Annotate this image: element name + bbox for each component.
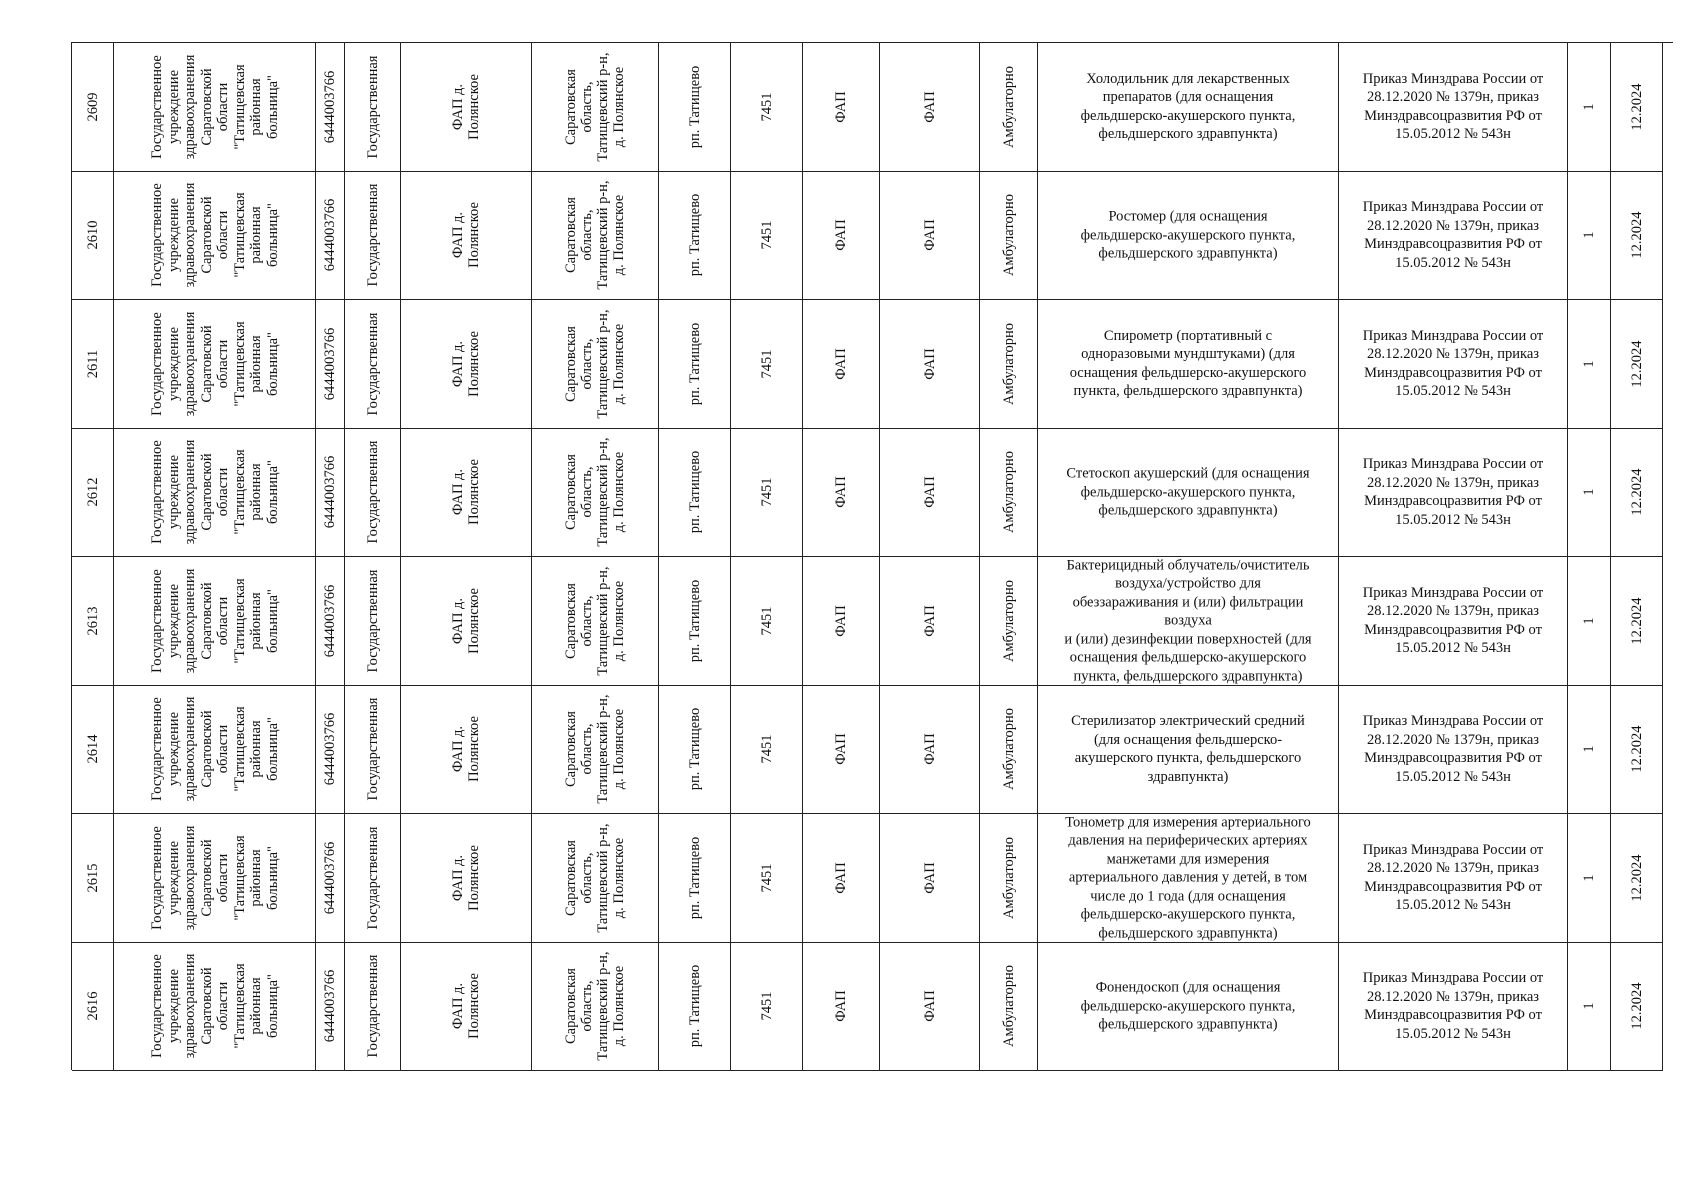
ownership-form-text: Государственная xyxy=(364,954,381,1058)
quantity-text: 1 xyxy=(1581,103,1597,111)
cell-quantity xyxy=(1568,43,1611,172)
locality-text: рп. Татищево xyxy=(686,708,703,791)
cell-locality xyxy=(659,172,731,301)
cell-care-condition xyxy=(980,557,1038,686)
inn-text: 6444003766 xyxy=(322,199,338,272)
cell-unit-type xyxy=(803,814,880,943)
equipment-name-text: Стерилизатор электрический средний (для оснащения фельдшерско- акушерского пункта, фельдшерского здравпункта) xyxy=(1071,713,1305,785)
cell-organization-name xyxy=(114,686,316,815)
cell-due-date xyxy=(1611,43,1663,172)
quantity-text: 1 xyxy=(1581,745,1597,753)
locality-text: рп. Татищево xyxy=(686,965,703,1048)
row-number-text: 2611 xyxy=(84,349,101,378)
cell-inn xyxy=(316,429,345,558)
cell-care-condition xyxy=(980,686,1038,815)
cell-inn xyxy=(316,300,345,429)
locality-text: рп. Татищево xyxy=(686,322,703,406)
cell-unit-type xyxy=(803,300,880,429)
equipment-name-text: Спирометр (портативный с одноразовыми мундштуками) (для оснащения фельдшерско-акушерского пункта, фельдшерского здравпункта) xyxy=(1069,327,1307,400)
cell-regulation-order xyxy=(1339,814,1568,943)
cell-regulation-order xyxy=(1339,300,1568,429)
ownership-form-text: Государственная xyxy=(364,440,381,544)
cell-unit-subtype xyxy=(880,300,980,429)
cell-unit-subtype xyxy=(880,43,980,172)
cell-locality xyxy=(659,686,731,815)
cell-equipment-name xyxy=(1038,172,1339,301)
code-text: 7451 xyxy=(758,220,775,250)
cell-code xyxy=(731,429,803,558)
cell-code xyxy=(731,814,803,943)
cell-ownership-form xyxy=(345,943,401,1072)
cell-quantity xyxy=(1568,814,1611,943)
cell-unit-subtype xyxy=(880,814,980,943)
due-date-text: 12.2024 xyxy=(1628,83,1645,131)
care-condition-text: Амбулаторно xyxy=(1000,708,1017,791)
locality-text: рп. Татищево xyxy=(686,579,703,663)
cell-inn xyxy=(316,557,345,686)
quantity-text: 1 xyxy=(1581,488,1597,496)
unit-name-text: ФАП д. Полянское xyxy=(450,459,482,526)
cell-address xyxy=(532,686,659,815)
unit-name-text: ФАП д. Полянское xyxy=(450,844,482,911)
unit-name-text: ФАП д. Полянское xyxy=(450,973,482,1040)
regulation-order-text: Приказ Минздрава России от 28.12.2020 № 1379н, приказ Минздравсоцразвития РФ от 15.05.2012 № 543н xyxy=(1362,713,1544,785)
address-text: Саратовская область, Татищевский р-н, д. Полянское xyxy=(563,566,627,676)
ownership-form-text: Государственная xyxy=(364,312,381,416)
unit-type-text: ФАП xyxy=(833,91,849,123)
cell-unit-name xyxy=(401,429,532,558)
cell-ownership-form xyxy=(345,300,401,429)
care-condition-text: Амбулаторно xyxy=(1000,194,1017,277)
cell-row-number xyxy=(72,686,114,815)
ownership-form-text: Государственная xyxy=(364,183,381,287)
cell-equipment-name xyxy=(1038,429,1339,558)
due-date-text: 12.2024 xyxy=(1628,982,1645,1030)
address-text: Саратовская область, Татищевский р-н, д. Полянское xyxy=(563,951,627,1061)
cell-unit-name xyxy=(401,43,532,172)
unit-subtype-text: ФАП xyxy=(921,733,938,765)
row-number-text: 2616 xyxy=(84,991,101,1021)
organization-name-text: Государственное учреждение здравоохранения Саратовской области "Татищевская районная больница" xyxy=(148,439,280,545)
row-number-text: 2615 xyxy=(84,863,101,893)
cell-row-number xyxy=(72,172,114,301)
code-text: 7451 xyxy=(758,349,775,379)
ownership-form-text: Государственная xyxy=(364,569,381,673)
regulation-order-text: Приказ Минздрава России от 28.12.2020 № 1379н, приказ Минздравсоцразвития РФ от 15.05.2012 № 543н xyxy=(1362,970,1544,1042)
unit-type-text: ФАП xyxy=(833,348,849,380)
cell-unit-subtype xyxy=(880,172,980,301)
cell-due-date xyxy=(1611,557,1663,686)
cell-organization-name xyxy=(114,300,316,429)
unit-type-text: ФАП xyxy=(833,605,849,637)
cell-row-number xyxy=(72,814,114,943)
table-row xyxy=(72,172,1673,301)
due-date-text: 12.2024 xyxy=(1628,725,1645,773)
care-condition-text: Амбулаторно xyxy=(1000,322,1017,405)
cell-care-condition xyxy=(980,943,1038,1072)
cell-address xyxy=(532,557,659,686)
cell-unit-subtype xyxy=(880,557,980,686)
cell-care-condition xyxy=(980,43,1038,172)
care-condition-text: Амбулаторно xyxy=(1000,451,1017,534)
cell-address xyxy=(532,429,659,558)
cell-due-date xyxy=(1611,429,1663,558)
unit-type-text: ФАП xyxy=(833,862,849,894)
cell-unit-type xyxy=(803,557,880,686)
cell-unit-name xyxy=(401,172,532,301)
cell-due-date xyxy=(1611,686,1663,815)
cell-unit-subtype xyxy=(880,686,980,815)
regulation-order-text: Приказ Минздрава России от 28.12.2020 № 1379н, приказ Минздравсоцразвития РФ от 15.05.2012 № 543н xyxy=(1362,70,1544,143)
unit-subtype-text: ФАП xyxy=(921,348,938,380)
cell-address xyxy=(532,43,659,172)
locality-text: рп. Татищево xyxy=(686,836,703,920)
cell-ownership-form xyxy=(345,172,401,301)
cell-regulation-order xyxy=(1339,686,1568,815)
locality-text: рп. Татищево xyxy=(686,194,703,277)
inn-text: 6444003766 xyxy=(322,713,338,786)
address-text: Саратовская область, Татищевский р-н, д. Полянское xyxy=(563,437,627,547)
code-text: 7451 xyxy=(758,477,775,507)
cell-equipment-name xyxy=(1038,943,1339,1072)
address-text: Саратовская область, Татищевский р-н, д. Полянское xyxy=(563,694,627,804)
regulation-order-text: Приказ Минздрава России от 28.12.2020 № 1379н, приказ Минздравсоцразвития РФ от 15.05.2012 № 543н xyxy=(1362,841,1544,914)
cell-address xyxy=(532,814,659,943)
ownership-form-text: Государственная xyxy=(364,697,381,801)
cell-quantity xyxy=(1568,943,1611,1072)
equipment-name-text: Бактерицидный облучатель/очиститель воздуха/устройство для обеззараживания и (или) фильтрации воздуха и (или) дезинфекции поверхностей (для оснащения фельдшерско-акушерского пункта, фельдшерского здравпункта) xyxy=(1064,557,1312,684)
cell-equipment-name xyxy=(1038,557,1339,686)
care-condition-text: Амбулаторно xyxy=(1000,836,1017,919)
cell-care-condition xyxy=(980,429,1038,558)
locality-text: рп. Татищево xyxy=(686,451,703,534)
care-condition-text: Амбулаторно xyxy=(1000,65,1017,148)
due-date-text: 12.2024 xyxy=(1628,854,1645,902)
cell-inn xyxy=(316,686,345,815)
address-text: Саратовская область, Татищевский р-н, д. Полянское xyxy=(563,52,627,162)
cell-row-number xyxy=(72,43,114,172)
quantity-text: 1 xyxy=(1581,360,1597,368)
due-date-text: 12.2024 xyxy=(1628,340,1645,388)
cell-inn xyxy=(316,172,345,301)
cell-code xyxy=(731,43,803,172)
equipment-name-text: Тонометр для измерения артериального давления на периферических артериях манжетами для измерения артериального давления у детей, в том числе до 1 года (для оснащения фельдшерско-акушерского пункта, фельдшерского здравпункта) xyxy=(1065,814,1311,941)
unit-subtype-text: ФАП xyxy=(921,476,938,508)
address-text: Саратовская область, Татищевский р-н, д. Полянское xyxy=(563,309,627,419)
equipment-name-text: Холодильник для лекарственных препаратов (для оснащения фельдшерско-акушерского пункта, фельдшерского здравпункта) xyxy=(1080,70,1296,143)
cell-due-date xyxy=(1611,172,1663,301)
table-row xyxy=(72,686,1673,815)
table-row xyxy=(72,43,1673,172)
cell-code xyxy=(731,300,803,429)
due-date-text: 12.2024 xyxy=(1628,597,1645,645)
cell-organization-name xyxy=(114,172,316,301)
cell-due-date xyxy=(1611,943,1663,1072)
cell-ownership-form xyxy=(345,43,401,172)
cell-locality xyxy=(659,300,731,429)
code-text: 7451 xyxy=(758,734,775,764)
organization-name-text: Государственное учреждение здравоохранения Саратовской области "Татищевская районная больница" xyxy=(148,568,280,674)
cell-quantity xyxy=(1568,557,1611,686)
row-number-text: 2613 xyxy=(84,606,101,636)
organization-name-text: Государственное учреждение здравоохранения Саратовской области "Татищевская районная больница" xyxy=(148,54,280,160)
cell-unit-name xyxy=(401,300,532,429)
code-text: 7451 xyxy=(758,606,775,636)
unit-name-text: ФАП д. Полянское xyxy=(450,202,482,269)
cell-address xyxy=(532,300,659,429)
cell-quantity xyxy=(1568,300,1611,429)
cell-unit-name xyxy=(401,686,532,815)
row-number-text: 2609 xyxy=(84,92,101,122)
cell-locality xyxy=(659,557,731,686)
cell-quantity xyxy=(1568,172,1611,301)
row-number-text: 2612 xyxy=(84,477,101,507)
cell-ownership-form xyxy=(345,429,401,558)
care-condition-text: Амбулаторно xyxy=(1000,579,1017,662)
unit-subtype-text: ФАП xyxy=(921,91,938,123)
cell-unit-subtype xyxy=(880,429,980,558)
ownership-form-text: Государственная xyxy=(364,55,381,159)
quantity-text: 1 xyxy=(1581,617,1597,625)
cell-unit-name xyxy=(401,814,532,943)
cell-regulation-order xyxy=(1339,172,1568,301)
ownership-form-text: Государственная xyxy=(364,826,381,930)
regulation-order-text: Приказ Минздрава России от 28.12.2020 № 1379н, приказ Минздравсоцразвития РФ от 15.05.2012 № 543н xyxy=(1362,327,1544,400)
table-row xyxy=(72,943,1673,1072)
cell-unit-type xyxy=(803,943,880,1072)
address-text: Саратовская область, Татищевский р-н, д. Полянское xyxy=(563,823,627,933)
table-row xyxy=(72,429,1673,558)
inn-text: 6444003766 xyxy=(322,584,338,657)
cell-unit-type xyxy=(803,429,880,558)
code-text: 7451 xyxy=(758,991,775,1021)
cell-code xyxy=(731,172,803,301)
cell-organization-name xyxy=(114,943,316,1072)
cell-unit-name xyxy=(401,557,532,686)
cell-unit-subtype xyxy=(880,943,980,1072)
cell-unit-type xyxy=(803,43,880,172)
cell-regulation-order xyxy=(1339,43,1568,172)
unit-subtype-text: ФАП xyxy=(921,605,938,637)
inn-text: 6444003766 xyxy=(322,456,338,529)
inn-text: 6444003766 xyxy=(322,70,338,143)
organization-name-text: Государственное учреждение здравоохранения Саратовской области "Татищевская районная больница" xyxy=(148,311,280,417)
equipment-name-text: Стетоскоп акушерский (для оснащения фельдшерско-акушерского пункта, фельдшерского здравпункта) xyxy=(1066,465,1310,519)
cell-locality xyxy=(659,43,731,172)
cell-inn xyxy=(316,814,345,943)
unit-type-text: ФАП xyxy=(833,990,849,1022)
regulation-order-text: Приказ Минздрава России от 28.12.2020 № 1379н, приказ Минздравсоцразвития РФ от 15.05.2012 № 543н xyxy=(1362,584,1544,657)
unit-type-text: ФАП xyxy=(833,219,849,251)
unit-subtype-text: ФАП xyxy=(921,862,938,894)
row-number-text: 2614 xyxy=(84,734,101,764)
cell-code xyxy=(731,686,803,815)
cell-regulation-order xyxy=(1339,557,1568,686)
cell-row-number xyxy=(72,943,114,1072)
due-date-text: 12.2024 xyxy=(1628,211,1645,259)
cell-locality xyxy=(659,429,731,558)
unit-subtype-text: ФАП xyxy=(921,990,938,1022)
inn-text: 6444003766 xyxy=(322,841,338,914)
regulation-order-text: Приказ Минздрава России от 28.12.2020 № 1379н, приказ Минздравсоцразвития РФ от 15.05.2012 № 543н xyxy=(1362,199,1544,271)
unit-type-text: ФАП xyxy=(833,476,849,508)
cell-ownership-form xyxy=(345,686,401,815)
code-text: 7451 xyxy=(758,863,775,893)
cell-care-condition xyxy=(980,300,1038,429)
cell-code xyxy=(731,557,803,686)
inn-text: 6444003766 xyxy=(322,970,338,1043)
care-condition-text: Амбулаторно xyxy=(1000,965,1017,1048)
cell-equipment-name xyxy=(1038,814,1339,943)
unit-name-text: ФАП д. Полянское xyxy=(450,330,482,397)
equipment-name-text: Ростомер (для оснащения фельдшерско-акушерского пункта, фельдшерского здравпункта) xyxy=(1080,208,1296,262)
cell-ownership-form xyxy=(345,814,401,943)
cell-inn xyxy=(316,43,345,172)
regulation-order-text: Приказ Минздрава России от 28.12.2020 № 1379н, приказ Минздравсоцразвития РФ от 15.05.2012 № 543н xyxy=(1362,456,1544,528)
cell-row-number xyxy=(72,300,114,429)
cell-quantity xyxy=(1568,686,1611,815)
organization-name-text: Государственное учреждение здравоохранения Саратовской области "Татищевская районная больница" xyxy=(148,182,280,288)
cell-row-number xyxy=(72,557,114,686)
cell-address xyxy=(532,943,659,1072)
code-text: 7451 xyxy=(758,92,775,122)
unit-name-text: ФАП д. Полянское xyxy=(450,716,482,783)
cell-regulation-order xyxy=(1339,943,1568,1072)
cell-row-number xyxy=(72,429,114,558)
row-number-text: 2610 xyxy=(84,220,101,250)
locality-text: рп. Татищево xyxy=(686,65,703,149)
cell-address xyxy=(532,172,659,301)
organization-name-text: Государственное учреждение здравоохранения Саратовской области "Татищевская районная больница" xyxy=(148,696,280,802)
cell-ownership-form xyxy=(345,557,401,686)
cell-locality xyxy=(659,943,731,1072)
organization-name-text: Государственное учреждение здравоохранения Саратовской области "Татищевская районная больница" xyxy=(148,953,280,1059)
cell-care-condition xyxy=(980,814,1038,943)
cell-organization-name xyxy=(114,429,316,558)
unit-name-text: ФАП д. Полянское xyxy=(450,73,482,140)
address-text: Саратовская область, Татищевский р-н, д. Полянское xyxy=(563,180,627,290)
cell-inn xyxy=(316,943,345,1072)
cell-locality xyxy=(659,814,731,943)
unit-type-text: ФАП xyxy=(833,733,849,765)
cell-organization-name xyxy=(114,43,316,172)
cell-code xyxy=(731,943,803,1072)
equipment-table xyxy=(71,42,1673,1070)
quantity-text: 1 xyxy=(1581,1002,1597,1010)
cell-care-condition xyxy=(980,172,1038,301)
cell-unit-type xyxy=(803,686,880,815)
quantity-text: 1 xyxy=(1581,874,1597,882)
cell-equipment-name xyxy=(1038,300,1339,429)
inn-text: 6444003766 xyxy=(322,327,338,400)
table-row xyxy=(72,814,1673,943)
cell-regulation-order xyxy=(1339,429,1568,558)
unit-name-text: ФАП д. Полянское xyxy=(450,587,482,654)
table-row xyxy=(72,300,1673,429)
cell-quantity xyxy=(1568,429,1611,558)
cell-equipment-name xyxy=(1038,43,1339,172)
cell-organization-name xyxy=(114,814,316,943)
equipment-name-text: Фонендоскоп (для оснащения фельдшерско-акушерского пункта, фельдшерского здравпункта) xyxy=(1080,979,1296,1033)
cell-organization-name xyxy=(114,557,316,686)
cell-due-date xyxy=(1611,300,1663,429)
unit-subtype-text: ФАП xyxy=(921,219,938,251)
cell-due-date xyxy=(1611,814,1663,943)
cell-unit-name xyxy=(401,943,532,1072)
cell-unit-type xyxy=(803,172,880,301)
quantity-text: 1 xyxy=(1581,231,1597,239)
organization-name-text: Государственное учреждение здравоохранения Саратовской области "Татищевская районная больница" xyxy=(148,825,280,931)
due-date-text: 12.2024 xyxy=(1628,468,1645,516)
table-row xyxy=(72,557,1673,686)
cell-equipment-name xyxy=(1038,686,1339,815)
